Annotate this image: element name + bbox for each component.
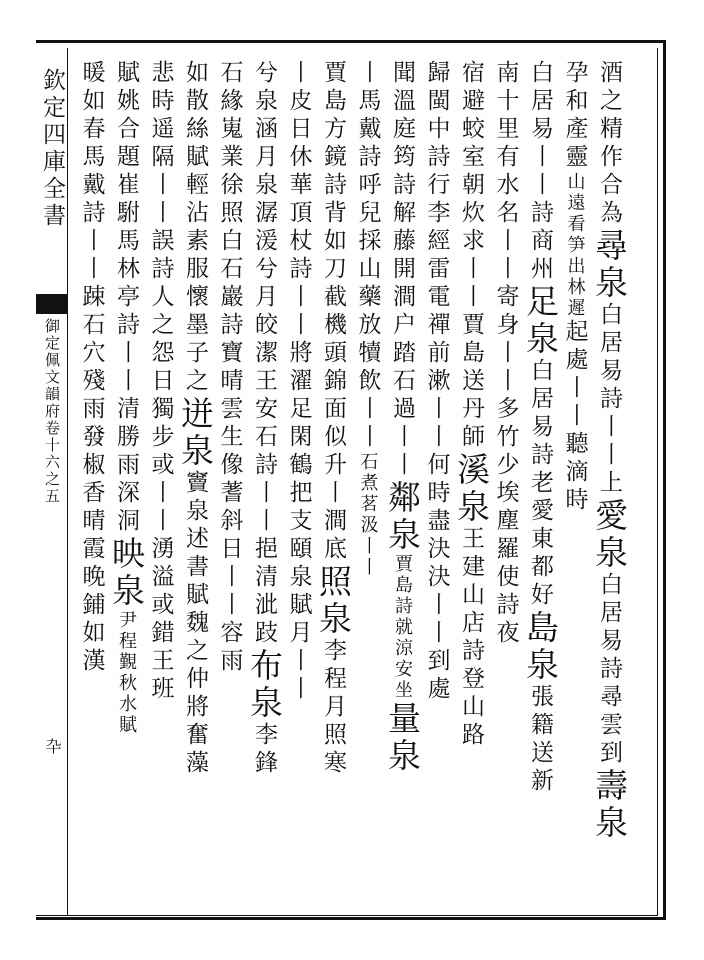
text-run: 起處丨丨聽滴時 [561, 319, 588, 515]
headword: 壽泉 [590, 768, 629, 842]
text-column [245, 60, 284, 910]
text-run: 山遠看笋出林遲 [564, 172, 586, 319]
text-run: 聞溫庭筠詩解藤開澗户踏石過丨丨 [389, 60, 415, 480]
text-run: 白居易詩丨丨上 [596, 302, 622, 498]
text-column [145, 60, 180, 910]
text-run: 竇泉述書賦魏之仲將奮藻 [182, 470, 208, 778]
text-run: 南十里有水名丨丨 [492, 60, 519, 284]
text-run: 酒之精作合為 [596, 60, 622, 228]
text-run: 王建山店詩登山路 [458, 526, 484, 750]
text-run: 丨皮日休華頂杖詩丨丨將濯足閑鶴把支頤 [285, 60, 312, 564]
text-run: 賈島方鏡詩背如刀截機頭錦面似升丨澗底 [320, 60, 346, 564]
text-run: 暖如春馬戴詩丨丨踈石穴殘雨發椒香 [78, 60, 105, 508]
text-column [352, 60, 387, 910]
text-run: 石煮茗汲丨丨 [357, 452, 379, 578]
text-column [490, 60, 525, 910]
text-column [283, 60, 318, 910]
text-run: 容雨 [216, 620, 243, 676]
text-column [521, 60, 560, 910]
text-run: 泉賦月丨丨 [285, 564, 312, 704]
headword: 照泉 [314, 564, 353, 638]
page-number: 卆 [43, 738, 62, 754]
margin-sidebar [36, 48, 68, 916]
volume-label: 御定佩文韻府卷十六之五 [43, 318, 61, 505]
text-run: 白居易詩老愛東都好 [527, 358, 553, 610]
text-run: 尹程覲秋水賦 [116, 610, 137, 736]
text-run: 羅使詩夜 [492, 536, 519, 648]
text-run: 兮泉涵月泉潺湲兮月皎潔王安石詩丨丨挹清泚跂 [251, 60, 277, 648]
text-run: 如散絲賦輕沾素服懷墨子之 [182, 60, 208, 396]
text-run: 白居易丨丨詩商州 [527, 60, 553, 284]
text-run: 宿避蛟室朝炊求丨丨賈島送丹師 [458, 60, 484, 452]
gutter-line [665, 40, 666, 920]
headword: 量泉 [383, 701, 422, 775]
text-run: 何時盡決決丨丨到處 [423, 452, 450, 704]
text-run: 寄身丨丨多竹少埃塵 [492, 284, 519, 536]
text-run: 李程月照寒 [320, 638, 346, 778]
headword: 布泉 [245, 648, 284, 722]
text-column [214, 60, 249, 910]
text-column [76, 60, 111, 910]
text-run: 李鋒 [251, 722, 277, 778]
text-run: 歸閩中詩行李經雷電禪前漱丨丨 [423, 60, 450, 452]
text-run: 白居易詩尋雲到 [596, 572, 622, 768]
headword: 鄰泉 [383, 480, 422, 554]
text-run: 悲時遥隔丨丨誤詩人之怨日 [147, 60, 174, 396]
text-column [590, 60, 629, 910]
headword: 映泉 [107, 536, 146, 610]
text-column [559, 60, 594, 910]
text-column [107, 60, 146, 910]
text-run: 賈島詩就涼安坐 [392, 554, 413, 701]
headword: 足泉 [521, 284, 560, 358]
text-run: 孕和產靈 [561, 60, 588, 172]
headword: 島泉 [521, 610, 560, 684]
fish-tail-mark [36, 294, 68, 314]
headword: 溪泉 [452, 452, 491, 526]
headword: 愛泉 [590, 498, 629, 572]
text-column [421, 60, 456, 910]
book-title: 欽定四庫全書 [39, 68, 65, 230]
text-column [314, 60, 353, 910]
text-run: 獨步或丨丨湧溢或錯王班 [147, 396, 174, 704]
headword: 迸泉 [176, 396, 215, 470]
text-run: 丨馬戴詩呼兒採山藥放犢飲丨丨 [354, 60, 381, 452]
text-column [176, 60, 215, 910]
text-run: 晴霞晚鋪如漢 [78, 508, 105, 676]
text-run: 張籍送新 [527, 684, 553, 796]
text-run: 賦姚合題崔駙馬林亭詩丨丨清勝雨深洞 [113, 60, 139, 536]
text-run: 石緣嵬業徐照白石巖詩寶晴雲生像蓍斜日丨丨 [216, 60, 243, 620]
text-column [452, 60, 491, 910]
text-column [383, 60, 422, 910]
headword: 尋泉 [590, 228, 629, 302]
